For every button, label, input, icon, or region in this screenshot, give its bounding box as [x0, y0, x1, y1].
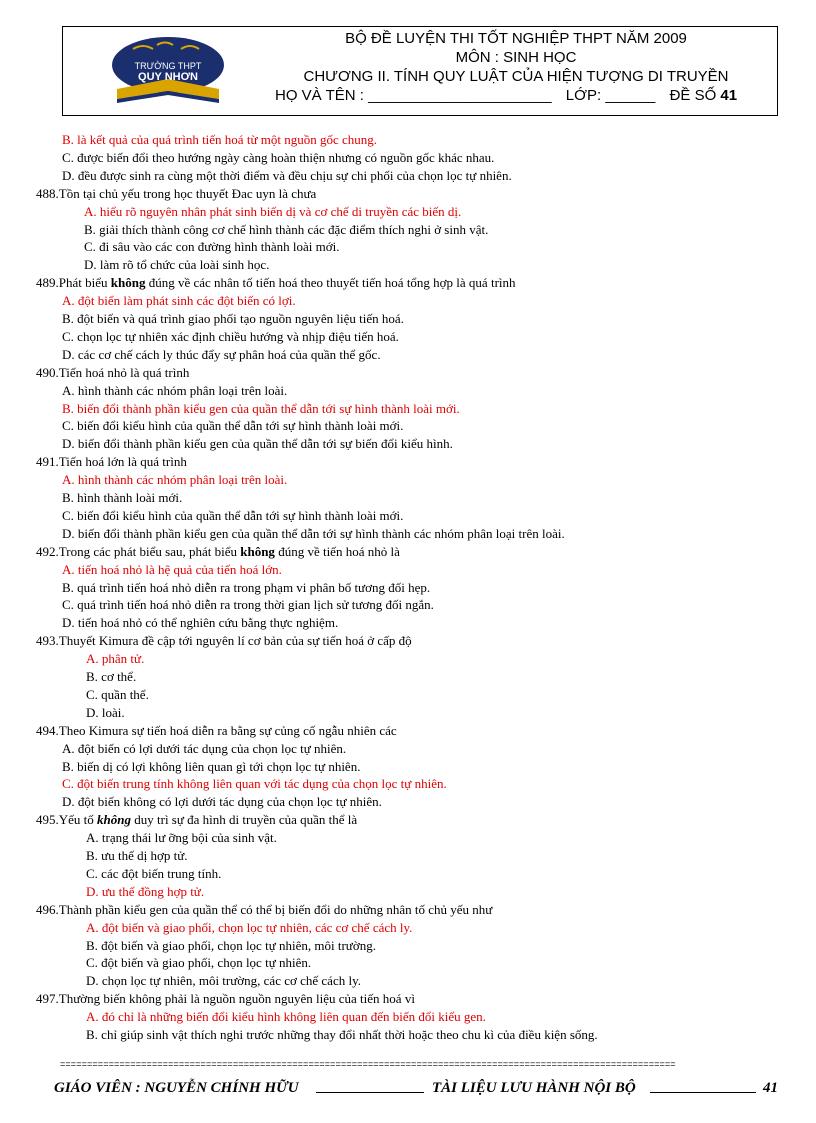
question-stem: 493.Thuyết Kimura đề cập tới nguyên lí cơ bản của sự tiến hoá ở cấp độ — [36, 633, 412, 649]
answer-option: D. đều được sinh ra cùng một thời điểm và đều chịu sự chi phối của chọn lọc tự nhiên. — [62, 167, 512, 183]
answer-option: A. đó chỉ là những biến đổi kiểu hình không liên quan đến biến đổi kiểu gen. — [86, 1009, 486, 1025]
answer-option: A. hình thành các nhóm phân loại trên loài. — [62, 472, 288, 488]
question-stem: 489.Phát biểu không đúng về các nhân tố tiến hoá theo thuyết tiến hoá tổng hợp là quá trình — [36, 275, 516, 291]
footer — [54, 1080, 784, 1102]
question-stem: 488.Tồn tại chủ yếu trong học thuyết Đac uyn là chưa — [36, 185, 317, 201]
answer-option: C. biến đổi kiểu hình của quần thể dẫn tới sự hình thành loài mới. — [62, 418, 404, 434]
student-info-line — [261, 86, 771, 105]
answer-option: D. biến đổi thành phần kiểu gen của quần thể dẫn tới sự biến đổi kiểu hình. — [62, 436, 453, 452]
answer-option: B. biến dị có lợi không liên quan gì tới chọn lọc tự nhiên. — [62, 758, 361, 774]
question-stem: 497.Thường biến không phải là nguồn nguồn nguyên liệu của tiến hoá vì — [36, 991, 415, 1007]
answer-option: B. chỉ giúp sinh vật thích nghi trước những thay đổi nhất thời hoặc theo chu kì của điều kiện sống. — [86, 1027, 598, 1042]
exam-label: ĐỀ SỐ — [669, 87, 717, 104]
answer-option: A. đột biến có lợi dưới tác dụng của chọn lọc tự nhiên. — [62, 740, 347, 756]
answer-option: B. giải thích thành công cơ chế hình thành các đặc điểm thích nghi ở sinh vật. — [84, 221, 489, 237]
answer-option: C. quá trình tiến hoá nhỏ diễn ra trong thời gian lịch sử tương đối ngắn. — [62, 597, 434, 613]
answer-option: A. tiến hoá nhỏ là hệ quả của tiến hoá lớn. — [62, 561, 282, 577]
answer-option: B. hình thành loài mới. — [62, 490, 183, 505]
answer-option: C. đột biến và giao phối, chọn lọc tự nhiên. — [86, 955, 312, 971]
answer-option: B. đột biến và quá trình giao phối tạo nguồn nguyên liệu tiến hoá. — [62, 311, 404, 326]
answer-option: D. loài. — [86, 704, 125, 720]
footer-separator: ================================================================================================================== — [60, 1062, 676, 1069]
answer-option: A. trạng thái lư ỡng bội của sinh vật. — [86, 830, 277, 846]
answer-option: B. quá trình tiến hoá nhỏ diễn ra trong phạm vi phân bố tương đối hẹp. — [62, 579, 431, 595]
answer-option: A. hình thành các nhóm phân loại trên loài. — [62, 382, 288, 398]
answer-option: C. biến đổi kiểu hình của quần thể dẫn tới sự hình thành loài mới. — [62, 507, 404, 523]
doc-title: BỘ ĐỀ LUYỆN THI TỐT NGHIỆP THPT NĂM 2009 — [345, 30, 687, 47]
footer-rule-right — [650, 1092, 756, 1093]
question-stem: 490.Tiến hoá nhỏ là quá trình — [36, 364, 190, 380]
question-stem: 492.Trong các phát biểu sau, phát biểu không đúng về tiến hoá nhỏ là — [36, 543, 400, 559]
answer-option: D. biến đổi thành phần kiểu gen của quần thể dẫn tới sự hình thành các nhóm phân loại trên loài. — [62, 525, 565, 541]
document-note: TÀI LIỆU LƯU HÀNH NỘI BỘ — [432, 1080, 636, 1096]
teacher-name: GIÁO VIÊN : NGUYỄN CHÍNH HỮU — [54, 1080, 299, 1096]
header-box — [62, 26, 778, 116]
answer-option: D. các cơ chế cách ly thúc đẩy sự phân hoá của quần thể gốc. — [62, 346, 381, 362]
answer-option: B. ưu thế dị hợp tử. — [86, 848, 188, 863]
answer-option: C. quần thể. — [86, 686, 149, 702]
question-stem: 494.Theo Kimura sự tiến hoá diễn ra bằng sự củng cố ngẫu nhiên các — [36, 722, 397, 738]
chapter-line: CHƯƠNG II. TÍNH QUY LUẬT CỦA HIỆN TƯỢNG DI TRUYỀN — [303, 68, 729, 85]
question-stem: 495.Yếu tố không duy trì sự đa hình di truyền của quần thể là — [36, 812, 358, 828]
answer-option: D. làm rõ tổ chức của loài sinh học. — [84, 257, 270, 273]
answer-option: A. phân tử. — [86, 651, 145, 667]
answer-option: D. tiến hoá nhỏ có thể nghiên cứu bằng thực nghiệm. — [62, 615, 339, 631]
name-label: HỌ VÀ TÊN : ______________________ — [275, 87, 552, 104]
answer-option: C. đột biến trung tính không liên quan với tác dụng của chọn lọc tự nhiên. — [62, 776, 447, 792]
page-number: 41 — [763, 1080, 778, 1096]
answer-option: B. là kết quả của quá trình tiến hoá từ một nguồn gốc chung. — [62, 132, 378, 147]
answer-option: D. đột biến không có lợi dưới tác dụng của chọn lọc tự nhiên. — [62, 794, 382, 810]
answer-option: A. hiểu rõ nguyên nhân phát sinh biến dị và cơ chế di truyền các biến dị. — [84, 203, 462, 219]
answer-option: B. đột biến và giao phối, chọn lọc tự nhiên, môi trường. — [86, 937, 376, 953]
question-stem: 491.Tiến hoá lớn là quá trình — [36, 454, 187, 470]
answer-option: B. biến đổi thành phần kiểu gen của quần thể dẫn tới sự hình thành loài mới. — [62, 400, 460, 416]
logo-text-line1: TRƯỜNG THPT — [134, 61, 202, 71]
exam-number: 41 — [720, 87, 738, 104]
question-stem: 496.Thành phần kiểu gen của quần thể có thể bị biến đổi do những nhân tố chủ yếu như — [36, 901, 493, 917]
answer-option: B. cơ thể. — [86, 669, 137, 684]
answer-option: C. được biến đổi theo hướng ngày càng hoàn thiện nhưng có nguồn gốc khác nhau. — [62, 149, 495, 165]
answer-option: C. chọn lọc tự nhiên xác định chiều hướng và nhịp điệu tiến hoá. — [62, 328, 399, 344]
answer-option: C. các đột biến trung tính. — [86, 865, 222, 881]
answer-option: D. chọn lọc tự nhiên, môi trường, các cơ chế cách ly. — [86, 973, 361, 989]
answer-option: A. đột biến làm phát sinh các đột biến có lợi. — [62, 293, 296, 309]
answer-option: C. đi sâu vào các con đường hình thành loài mới. — [84, 239, 340, 255]
footer-rule-left — [316, 1092, 424, 1093]
subject-line: MÔN : SINH HỌC — [455, 49, 577, 66]
logo-text-line2: QUY NHƠN — [138, 71, 198, 83]
answer-option: A. đột biến và giao phối, chọn lọc tự nhiên, các cơ chế cách ly. — [86, 919, 413, 935]
answer-option: D. ưu thế đồng hợp tử. — [86, 883, 205, 899]
class-label: LỚP: ______ — [565, 87, 656, 104]
school-logo — [103, 33, 233, 111]
